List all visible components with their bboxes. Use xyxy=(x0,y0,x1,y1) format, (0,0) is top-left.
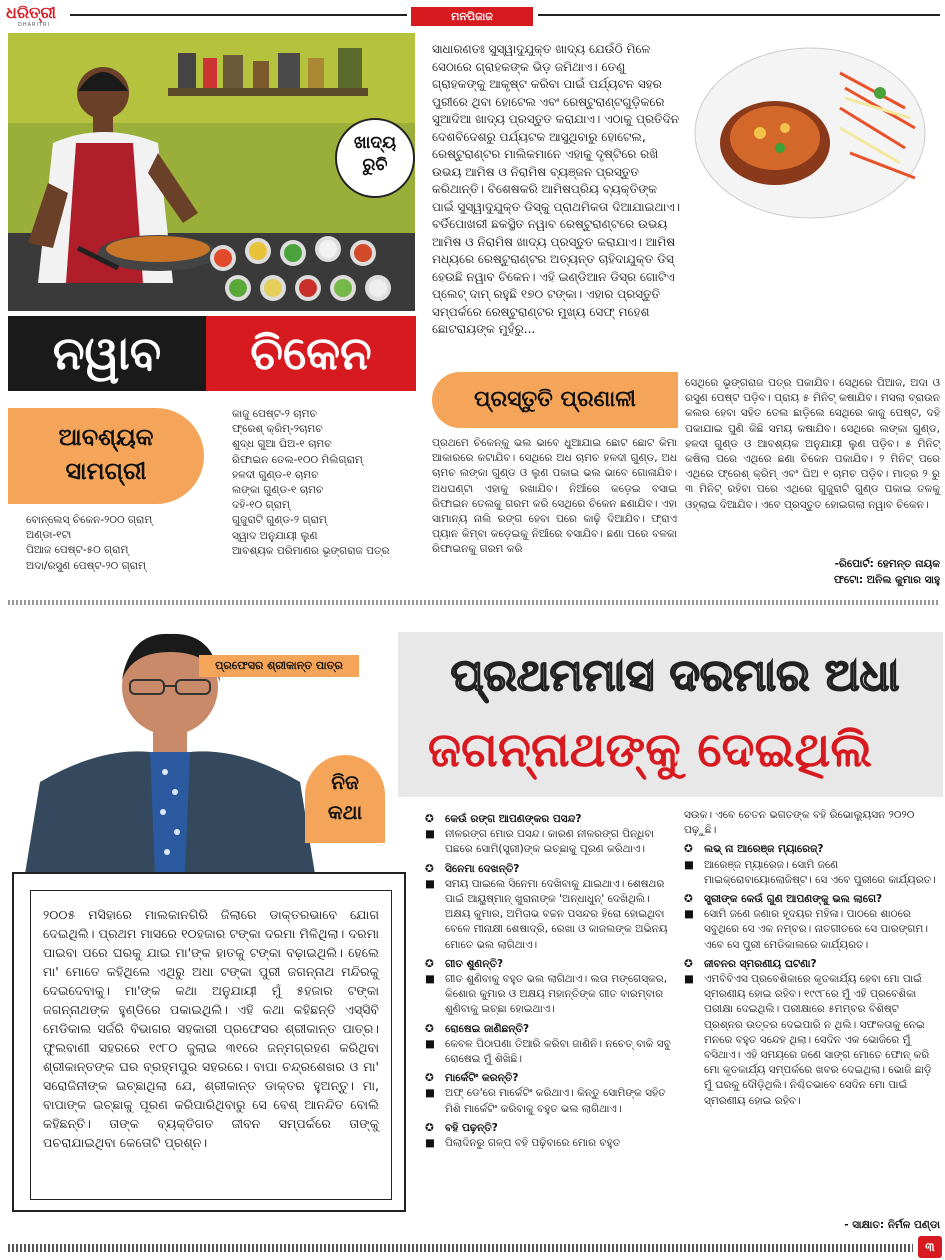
brand-name: ଧରିତ୍ରୀ xyxy=(6,3,56,22)
profile-badge xyxy=(305,755,385,843)
headline-line1: ପ୍ରଥମମାସ ଦରମାର ଅଧା xyxy=(450,650,900,701)
question-text: ଜୀବନର ସ୍ମରଣୀୟ ଘଟଣା? xyxy=(704,957,817,970)
ingredient-item: ଦହି-୧୦ ଗ୍ରାମ୍ xyxy=(232,499,290,512)
dish-title-part1-text: ନୱାବ xyxy=(52,326,162,380)
food-badge-line1: ଖାଦ୍ୟ xyxy=(353,133,397,153)
interview-credit: - ସାକ୍ଷାତ: ନିର୍ମଳ ପଣ୍ଡା xyxy=(844,1219,940,1231)
square-bullet-icon: ■ xyxy=(425,1087,435,1100)
question-text: ସ୍ତ୍ରୀଙ୍କ କେଉଁ ଗୁଣ ଆପଣଙ୍କୁ ଭଲ ଲାଗେ? xyxy=(704,893,883,906)
question-text: ମାର୍କେଟିଂ କରନ୍ତି? xyxy=(445,1072,519,1085)
brand-subtitle: DHARITRI xyxy=(18,22,50,28)
answer-text: ସୋମି ଜଣେ ଜଣାର ହୃଦୟର ମହିଳା। ପାଠରେ ଶାଠରେ ସବୁଥିରେ ସେ ଏକ ନମ୍ବର। ନାତଗୀତରେ ସେ ପାରଙ୍ଗମ। ଏବେ ସେ ପୁରୀ ମେଡିକାଲରେ କାର୍ଯ୍ୟରତ। xyxy=(704,908,928,951)
qa-answer xyxy=(425,1086,673,1116)
ingredient-item: ଗୁଜୁରାଟି ଗୁଣ୍ଡ-୨ ଗ୍ରାମ୍ xyxy=(232,514,327,527)
footer-rule xyxy=(8,1244,913,1252)
ingredients-heading-line1: ଆବଶ୍ୟକ xyxy=(58,423,154,451)
qa-column-2 xyxy=(684,808,940,1212)
page-number: ୩ xyxy=(918,1236,942,1258)
ingredient-item: ଆବଶ୍ୟକ ପରିମାଣର ଭୃଙ୍ଗରାଜ ପତ୍ର xyxy=(232,544,390,557)
food-badge-line2: ରୁଚି xyxy=(362,155,388,175)
ingredient-item: କାଜୁ ପେଷ୍ଟ-୨ ଚାମଚ xyxy=(232,408,317,420)
qa-answer xyxy=(425,827,673,857)
ingredients-heading-line2: ସାମଗ୍ରୀ xyxy=(65,457,147,485)
qa-question xyxy=(425,812,673,827)
dish-illustration xyxy=(690,33,940,228)
food-intro-cont xyxy=(432,240,940,350)
bio-text: ୨୦୦୫ ମସିହାରେ ମାଲକାନଗିରି ଜିଲାରେ ଡାକ୍ତରଭାବେ ଯୋଗ ଦେଇଥିଲି। ପ୍ରଥମ ମାସରେ ୧୦ହଜାର ଟଙ୍କା ଦରମା ମିଳିଥିଲା। ଦରମା ପାଇବା ପରେ ଘରକୁ ଯାଇ ମା'ଙ୍କ ହାତକୁ ଟଙ୍କା ବଢ଼ାଇଥିଲି। ହେଲେ ମା' ମୋତେ କହିଥିଲେ ଏଥିରୁ ଅଧା ଟଙ୍କା ପୁରୀ ଜଗନ୍ନାଥ ମନ୍ଦିରକୁ ଦେଇଦେବାକୁ। ମା'ଙ୍କ କଥା ଅନୁଯାୟୀ ମୁଁ ୫ହଜାର ଟଙ୍କା ଜଗନ୍ନାଥଙ୍କ ହୁଣ୍ଡିରେ ପକାଇଥିଲି। ଏହି କଥା କହିଛନ୍ତି ଏସ୍‌ସିବି ମେଡିକାଲ ସର୍ଜରି ବିଭାଗର ସହକାରୀ ପ୍ରଫେସର ଶ୍ରୀକାନ୍ତ ପାତ୍ର। ଫୁଲବାଣୀ ସହରରେ ୧୯୮୦ ଜୁଲାଇ ୩୧ରେ ଜନ୍ମଗ୍ରହଣ କରିଥିବା ଶ୍ରୀକାନ୍ତଙ୍କ ଘର ବ୍ରହ୍ମପୁର ସହରରେ। ବାପା ଚନ୍ଦ୍ରଶେଖର ଓ ମା' ସରୋଜିନୀଙ୍କ ଇଚ୍ଛାଥିଲା ଯେ, ଶ୍ରୀକାନ୍ତ ଡାକ୍ତର ହୁଅନ୍ତୁ। ମା, ବାପାଙ୍କ ଇଚ୍ଛାକୁ ପୂରଣ କରିପାରିଥିବାରୁ ସେ ବେଶ୍ ଆନନ୍ଦିତ ବୋଲି କହିଛନ୍ତି। ତାଙ୍କ ବ୍ୟକ୍ତିଗତ ଜୀବନ ସମ୍ପର୍କରେ ତାଙ୍କୁ ପଚରାଯାଇଥିବା କେତୋଟି ପ୍ରଶ୍ନ। xyxy=(43,907,379,1150)
professor-photo xyxy=(20,612,320,874)
profile-badge-line2: କଥା xyxy=(327,800,363,824)
method-col1 xyxy=(432,436,677,586)
answer-text: ସଉକ। ଏବେ ଚେତନ ଭଗତଙ୍କ ବହି ରିଭୋଲ୍ୟୁସନ ୨୦୨୦ ପଢ଼ୁଛି। xyxy=(684,809,915,837)
dish-title-part2-text: ଚିକେନ xyxy=(250,326,372,380)
qa-answer xyxy=(425,1136,673,1151)
square-bullet-icon: ■ xyxy=(425,973,435,986)
method-col2-text: ସେଥିରେ ଭୃଙ୍ଗରାଜ ପତ୍ର ପକାଯିବ। ସେଥିରେ ପିଆଜ, ଅଦା ଓ ରସୁଣ ପେଷ୍ଟ ପଡ଼ିବ। ପ୍ରାୟ ୫ ମିନିଟ୍ କଷାଯିବ। ମସଲା ବ୍ରାଉନ କଲର ହେବା ସହିତ ତେଲ ଛାଡ଼ିଲେ ସେଥିରେ କାଜୁ ପେଷ୍ଟ, ଦହି ପକାଯାଇ ପୁଣି କିଛି ସମୟ କଷାଯିବ। ସେଥିରେ ଲଙ୍କା ଗୁଣ୍ଡ, ହଳଦୀ ଗୁଣ୍ଡ ଓ ଆବଶ୍ୟକ ଅନୁଯାୟୀ ଲୁଣ ପଡ଼ିବ। ୫ ମିନିଟ୍ କଷିଲା ପରେ ଏଥିରେ ଛଣା ଚିକେନ ପକାଯିବ। ୨ ମିନିଟ୍ ପରେ ଏଥିରେ ଫ୍ରେଶ୍ କ୍ରିମ୍ ଏବଂ ଘିଅ ୧ ଚାମଚ ପଡ଼ିବ। ମାତ୍ର ୨ ରୁ ୩ ମିନିଟ୍ ରହିବା ପରେ ଏଥିରେ ଗୁଜୁରାଟି ଗୁଣ୍ଡ ପକାଇ ତଳକୁ ଓହ୍ଲାଇ ଦିଆଯିବ। ଏବେ ପ୍ରସ୍ତୁତ ହୋଇଗଲା ନୱାବ ଚିକେନ। xyxy=(685,377,940,511)
ingredients-list-right xyxy=(232,407,422,559)
headline-line2: ଜଗନ୍ନାଥଙ୍କୁ ଦେଇଥିଲି xyxy=(427,722,873,778)
star-icon: ✪ xyxy=(425,1022,434,1035)
report-credit: -ରିପୋର୍ଟ: ହେମନ୍ତ ନାୟକ xyxy=(834,558,940,570)
professor-illustration xyxy=(20,612,320,874)
profile-badge-line1: ନିଜ xyxy=(331,770,359,794)
qa-question xyxy=(425,1121,673,1136)
photo-credit: ଫଟୋ: ଅନିଲ କୁମାର ସାହୁ xyxy=(833,574,940,586)
ingredient-item: ଶୁଦ୍ଧ ଗୁଆ ଘିଅ-୧ ଚାମଚ xyxy=(232,438,332,451)
ingredient-item: ପିଆଜ ପେଷ୍ଟ-୫୦ ଗ୍ରାମ୍ xyxy=(26,544,129,557)
square-bullet-icon: ■ xyxy=(425,877,435,890)
question-text: କେଉଁ ରଙ୍ଗ ଆପଣଙ୍କର ପସନ୍ଦ? xyxy=(445,813,582,825)
masthead-logo xyxy=(6,4,66,28)
answer-text: ନୀଳରଙ୍ଗ ମୋର ପସନ୍ଦ। କାରଣ ନୀଳରଙ୍ଗ ପିନ୍ଧିବା ପଛରେ ସୋମି(ସ୍ତ୍ରୀ)ଙ୍କ ଇଚ୍ଛାକୁ ପୂରଣ କରିଥାଏ। xyxy=(445,828,654,856)
answer-text: ଅଫ୍ ଡେ'ରେ ମାର୍କେଟିଂ କରିଥାଏ। କିନ୍ତୁ ସୋମିଙ୍କ ସହିତ ମିଶି ମାର୍କେଟିଂ କରିବାକୁ ବହୁତ ଭଲ ଲାଗିଥାଏ। xyxy=(445,1087,666,1115)
ingredient-item: ହଳଦୀ ଗୁଣ୍ଡ-୧ ଚାମଚ xyxy=(232,468,319,481)
ingredient-item: ଲଙ୍କା ଗୁଣ୍ଡ-୧ ଚାମଚ xyxy=(232,484,324,497)
header-rule xyxy=(70,14,407,16)
ingredients-list-left xyxy=(26,513,226,574)
method-col2 xyxy=(685,376,940,551)
ingredient-item: ଅଦା/ରସୁଣ ପେଷ୍ଟ-୨୦ ଗ୍ରାମ୍ xyxy=(26,559,146,572)
ingredient-item: ଅଣ୍ଡା-୧ଟା xyxy=(26,529,72,542)
square-bullet-icon: ■ xyxy=(425,828,435,841)
section-divider xyxy=(8,600,940,605)
question-text: ଲଭ୍ ନା ଆରେଞ୍ଜ ମ୍ୟାରେଜ୍? xyxy=(704,843,824,856)
dish-title-part2 xyxy=(206,316,416,391)
answer-text: ଏମବିବିଏସ ପ୍ରବେଶିକାରେ କୃତକାର୍ଯ୍ୟ ହେବା ମୋ ପାଇଁ ସ୍ମରଣୀୟ ହୋଇ ରହିବ। ୧୯୯୮ରେ ମୁଁ ଏହି ପ୍ରବେଶିକା ପରୀକ୍ଷା ଦେଇଥିଲି। ପରୀକ୍ଷାରେ ୫ମମ୍ବର ବିଶିଷ୍ଟ ପ୍ରଶ୍ନର ଉତ୍ତର ଦେଇପାରି ନ ଥିଲି। ସଫଳତାକୁ ନେଇ ମନରେ ବହୁତ ସନ୍ଦେହ ଥିଲା। ସେଦିନ ଏକ ଭୋଜିରେ ମୁଁ ବସିଥାଏ। ଏହି ସମୟରେ ଜଣେ ସାଙ୍ଗ ମୋତେ ଫୋନ୍ କରି ମୋ କୃତକାର୍ଯ୍ୟ ସମ୍ପର୍କରେ ଖବର ଦେଇଥିଲା। ଭୋଜି ଛାଡ଼ି ମୁଁ ଘରକୁ ଦୌଡ଼ିଥିଲି। ନିଶ୍ଚିତଭାବେ ସେଦିନ ମୋ ପାଇଁ ସ୍ମରଣୀୟ ହୋଇ ରହିବ। xyxy=(704,973,932,1107)
star-icon: ✪ xyxy=(425,1072,434,1085)
question-text: ରୋଷେଇ ଜାଣିଛନ୍ତି? xyxy=(445,1022,530,1035)
ingredient-item: ବୋନ୍‌ଲେସ୍ ଚିକେନ-୨୦୦ ଗ୍ରାମ୍ xyxy=(26,514,153,526)
question-text: ଗୀତ ଶୁଣନ୍ତି? xyxy=(445,957,504,970)
answer-text: ପିଲାଦିନରୁ ଗଳ୍ପ ବହି ପଢ଼ିବାରେ ମୋର ବହୁତ xyxy=(445,1137,621,1150)
question-text: ସିନେମା ଦେଖନ୍ତି? xyxy=(445,862,520,875)
qa-answer xyxy=(684,858,940,888)
qa-question xyxy=(684,842,940,857)
square-bullet-icon: ■ xyxy=(684,858,694,871)
dish-photo xyxy=(690,33,940,228)
qa-answer xyxy=(684,907,940,953)
square-bullet-icon: ■ xyxy=(684,973,694,986)
bio-box-inner xyxy=(30,890,392,1200)
ingredient-item: ଫ୍ରେଶ୍ କ୍ରିମ୍-୨ଚାମଚ xyxy=(232,423,323,436)
star-icon: ✪ xyxy=(425,957,434,970)
square-bullet-icon: ■ xyxy=(425,1137,435,1150)
dish-title-part1 xyxy=(8,316,206,391)
answer-text: ଗୀତ ଶୁଣିବାକୁ ବହୁତ ଭଲ ଲାଗିଥାଏ। ଲତା ମଙ୍ଗେସ୍କର, କିଶୋର କୁମାର ଓ ଅକ୍ଷୟ ମହାନ୍ତିଙ୍କ ଗୀତ ବାରମ୍ବାର ଶୁଣିବାକୁ ଇଚ୍ଛା ହୋଇଥାଏ। xyxy=(445,973,668,1016)
food-badge xyxy=(335,118,415,198)
qa-column-1 xyxy=(425,808,673,1218)
ingredient-item: ସ୍ୱାଦ ଅନୁଯାୟୀ ଲୁଣ xyxy=(232,529,318,542)
food-intro xyxy=(432,41,682,336)
qa-answer xyxy=(425,1037,673,1067)
section-label: ମନପିଜାଜ xyxy=(411,7,533,26)
ingredient-item: ରିଫାଇନ ତେଲ-୧୦୦ ମିଲିଗ୍ରାମ୍ xyxy=(232,453,363,466)
star-icon: ✪ xyxy=(684,843,693,856)
star-icon: ✪ xyxy=(425,862,434,875)
qa-answer-continued xyxy=(684,808,940,838)
header-rule-right xyxy=(538,14,940,16)
star-icon: ✪ xyxy=(684,893,693,906)
ingredients-heading xyxy=(8,408,204,504)
square-bullet-icon: ■ xyxy=(425,1037,435,1050)
qa-question xyxy=(425,862,673,877)
answer-text: ସମୟ ପାଇଲେ ସିନେମା ଦେଖିବାକୁ ଯାଇଥାଏ। ଶେଷଥର ପାଇଁ ଆୟୁଷ୍ମାନ୍ ଖୁରାନାଙ୍କ 'ଅନ୍ଧାଧୁନ୍' ଦେଖିଥିଲି। ଅକ୍ଷୟ କୁମାର, ଅମିତାଭ ବଚ୍ଚନ ପସନ୍ଦର ହିରୋ ହୋଇଥିବା ବେଳେ ମୀନାକ୍ଷୀ ଶେଷାଦ୍ରି, ରେଖା ଓ କାଜଲଙ୍କ ଅଭିନୟ ମୋତେ ଭଲ ଲାଗିଥାଏ। xyxy=(445,877,668,951)
star-icon: ✪ xyxy=(684,957,693,970)
answer-text: ଆରେଞ୍ଜ ମ୍ୟାରେଜ। ସୋମି ଜଣେ ମାଇକ୍ରୋବାୟୋଲୋଜିଷ୍ଟ। ସେ ଏବେ ପୁରୀରେ କାର୍ଯ୍ୟରତ। xyxy=(704,858,936,886)
qa-question xyxy=(425,957,673,972)
answer-text: କେବଳ ପିଠାପଣା ତିଆରି କରିବା ଜାଣିନି। ନଚେତ୍ ବାକି ସବୁ ରୋଷେଇ ମୁଁ ଶିଖିଛି। xyxy=(445,1037,671,1066)
qa-answer xyxy=(425,877,673,953)
qa-question xyxy=(684,957,940,972)
star-icon: ✪ xyxy=(425,1121,434,1134)
qa-answer xyxy=(425,972,673,1018)
method-heading-text: ପ୍ରସ୍ତୁତି ପ୍ରଣାଳୀ xyxy=(474,387,636,412)
qa-question xyxy=(425,1022,673,1037)
food-intro-text: ସାଧାରଣତଃ ସୁସ୍ୱାଦୁଯୁକ୍ତ ଖାଦ୍ୟ ଯେଉଁଠି ମିଳେ ସେଠାରେ ଗ୍ରାହକଙ୍କ ଭିଡ଼ ଜମିଥାଏ। ତେଣୁ ଗ୍ରାହକଙ୍କୁ ଆକୃଷ୍ଟ କରିବା ପାଇଁ ପର୍ଯ୍ୟଟନ ସହର ପୁରୀରେ ଥିବା ହୋଟେଲ ଏବଂ ରେଷ୍ଟୁରାଣ୍ଟଗୁଡ଼ିକରେ ସୁଆଦିଆ ଖାଦ୍ୟ ପ୍ରସ୍ତୁତ କରାଯାଏ। ଏଠାକୁ ପ୍ରତିଦିନ ଦେଶବିଦେଶରୁ ପର୍ଯ୍ୟଟକ ଆସୁଥିବାରୁ ହୋଟେଲ, ରେଷ୍ଟୁରାଣ୍ଟର ମାଲିକମାନେ ଏହାକୁ ଦୃଷ୍ଟିରେ ରଖି ଉଭୟ ଆମିଷ ଓ ନିରାମିଷ ବ୍ୟଞ୍ଜନ ପ୍ରସ୍ତୁତ କରିଥାନ୍ତି। ବିଶେଷକରି ଆମିଷପ୍ରିୟ ବ୍ୟକ୍ତିଙ୍କ ପାଇଁ ସୁସ୍ୱାଦୁଯୁକ୍ତ ଡିସ୍‌କୁ ପ୍ରାଥମିକତା ଦିଆଯାଇଥାଏ। ବର୍ଡିପୋଖରୀ ଛକସ୍ଥିତ ନୱାବ ରେଷ୍ଟୁରାଣ୍ଟରେ ଉଭୟ ଆମିଷ ଓ ନିରାମିଷ ଖାଦ୍ୟ ପ୍ରସ୍ତୁତ କରାଯାଏ। ଆମିଷ ମଧ୍ୟରେ ରେଷ୍ଟୁରାଣ୍ଟର ଅତ୍ୟନ୍ତ ଚାହିଦାଯୁକ୍ତ ଡିସ୍ ହେଉଛି ନୱାବ ଚିକେନ। ଏହି ଇଣ୍ଡିଆନ ଡିସ୍‌ର ଗୋଟିଏ ପ୍ଲେଟ୍ ଦାମ୍ ରହୁଛି ୧୭୦ ଟଙ୍କା। ଏହାର ପ୍ରସ୍ତୁତି ସମ୍ପର୍କରେ ରେଷ୍ଟୁରାଣ୍ଟର ମୁଖ୍ୟ ସେଫ୍ ମହେଶ ଛୋଟରାୟଙ୍କ ମୁହଁରୁ... xyxy=(432,42,681,336)
qa-question xyxy=(425,1071,673,1086)
qa-question xyxy=(684,892,940,907)
star-icon: ✪ xyxy=(425,813,434,825)
method-heading xyxy=(432,372,678,428)
method-col1-text: ପ୍ରଥମେ ଚିକେନ୍‌କୁ ଭଲ ଭାବେ ଧୁଆଯାଇ ଛୋଟ ଛୋଟ କିମା ଆକାରରେ କଟାଯିବ। ସେଥିରେ ଅଧ ଚାମଚ ହଳଦୀ ଗୁଣ୍ଡ, ଅଧ ଚାମଚ ଲଙ୍କା ଗୁଣ୍ଡ ଓ ଲୁଣ ପକାଇ ଭଲ ଭାବେ ଗୋଳାଯିବ। ଅଧଘଣ୍ଟା ଏହାକୁ ରଖାଯିବ। ନିଆଁରେ କଡ଼େଇ ବସାଇ ରିଫାଇନ ତେଲକୁ ଗରମ କରି ସେଥିରେ ଚିକେନ ଛଣାଯିବ। ଏହା ସାମାନ୍ୟ ନାଲି ରଙ୍ଗ ହେବା ପରେ କାଢ଼ି ଦିଆଯିବ। ଫ୍ରାଏ ପ୍ୟାନ କିମ୍ବା କଡ଼େଇକୁ ନିଆଁରେ ବସାଯିବ। ଛଣା ପରେ ବଳକା ରିଫାଇନକୁ ଗରମ କରି xyxy=(432,437,677,556)
qa-answer xyxy=(684,972,940,1109)
professor-name-tag: ପ୍ରଫେସର ଶ୍ରୀକାନ୍ତ ପାତ୍ର xyxy=(199,655,359,677)
square-bullet-icon: ■ xyxy=(684,908,694,921)
question-text: ବହି ପଢ଼ନ୍ତି? xyxy=(445,1121,498,1134)
